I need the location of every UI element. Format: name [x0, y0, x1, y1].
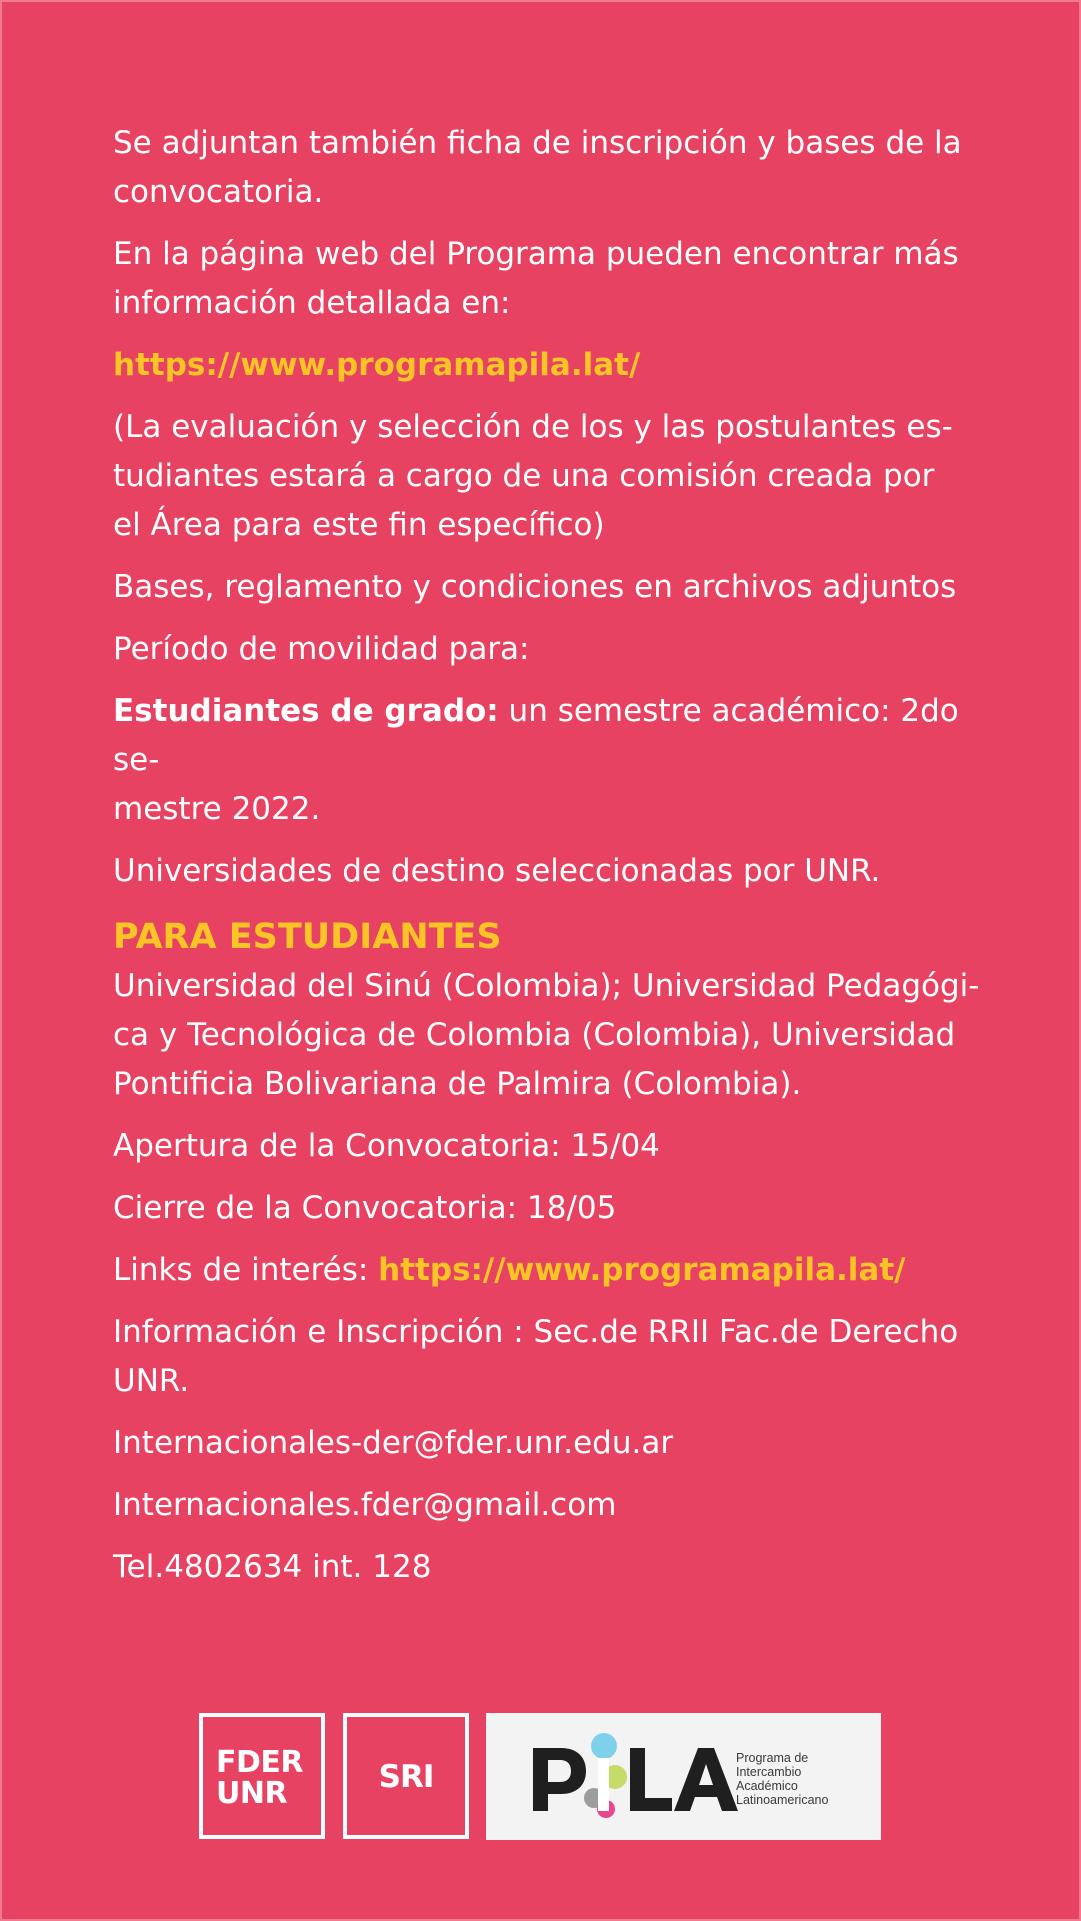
paragraph-website [113, 230, 993, 328]
paragraph-bases: Bases, reglamento y condiciones en archivos adjuntos [113, 569, 957, 605]
paragraph-attachments [113, 119, 993, 217]
programapila-link[interactable]: https://www.programapila.lat/ [113, 347, 641, 383]
pila-letter-l [630, 1748, 672, 1811]
section-heading: PARA ESTUDIANTES [113, 917, 502, 957]
text-line: UNR. [113, 1363, 190, 1399]
email-gmail[interactable]: Internacionales.fder@gmail.com [113, 1487, 617, 1523]
paragraph-link [113, 341, 993, 390]
pila-letter-p [533, 1748, 586, 1811]
paragraph-period: Período de movilidad para: [113, 631, 530, 667]
sri-logo-text: SRI [378, 1759, 434, 1795]
text-line: Pontificia Bolivariana de Palmira (Colombia). [113, 1066, 802, 1102]
paragraph-evaluation [113, 403, 993, 550]
announcement-body [113, 119, 993, 1605]
pila-subtitle-line: Latinoamericano [736, 1793, 829, 1807]
paragraph-universities-note: Universidades de destino seleccionadas por UNR. [113, 853, 881, 889]
text-line: (La evaluación y selección de los y las postulantes es- [113, 409, 953, 445]
pila-dot-blue [591, 1733, 617, 1759]
fder-logo-text: FDER [216, 1745, 303, 1780]
sri-logo [343, 1713, 469, 1839]
fder-unr-logo [199, 1713, 325, 1839]
text-line: mestre 2022. [113, 791, 321, 827]
paragraph-info [113, 1308, 993, 1406]
text-line: En la página web del Programa pueden encontrar más [113, 236, 959, 272]
telephone: Tel.4802634 int. 128 [113, 1549, 432, 1585]
text-line: un semestre académico: 2do se- [113, 693, 959, 778]
pila-subtitle-line: Intercambio [736, 1765, 802, 1779]
email-institutional[interactable]: Internacionales-der@fder.unr.edu.ar [113, 1425, 674, 1461]
closing-date: Cierre de la Convocatoria: 18/05 [113, 1190, 617, 1226]
links-label: Links de interés: [113, 1252, 379, 1288]
pila-letter-a [674, 1748, 738, 1811]
text-line: información detallada en: [113, 285, 511, 321]
links-of-interest [113, 1246, 993, 1295]
text-line: convocatoria. [113, 174, 324, 210]
pila-subtitle [736, 1751, 828, 1807]
paragraph-universities [113, 962, 993, 1109]
unr-logo-text: UNR [216, 1776, 288, 1811]
programapila-link-2[interactable]: https://www.programapila.lat/ [378, 1252, 906, 1288]
text-line: ca y Tecnológica de Colombia (Colombia), Universidad [113, 1017, 956, 1053]
text-line: Universidad del Sinú (Colombia); Universidad Pedagógi- [113, 968, 980, 1004]
paragraph-students [113, 687, 993, 834]
text-line: el Área para este fin específico) [113, 507, 605, 543]
text-line: Información e Inscripción : Sec.de RRII Fac.de Derecho [113, 1314, 959, 1350]
opening-date: Apertura de la Convocatoria: 15/04 [113, 1128, 660, 1164]
students-label: Estudiantes de grado: [113, 693, 499, 729]
text-line: Se adjuntan también ficha de inscripción y bases de la [113, 125, 962, 161]
pila-letter-i [598, 1758, 609, 1811]
pila-logo [486, 1713, 881, 1840]
text-line: tudiantes estará a cargo de una comisión creada por [113, 458, 935, 494]
pila-subtitle-line: Programa de [736, 1751, 809, 1765]
pila-subtitle-line: Académico [736, 1779, 798, 1793]
